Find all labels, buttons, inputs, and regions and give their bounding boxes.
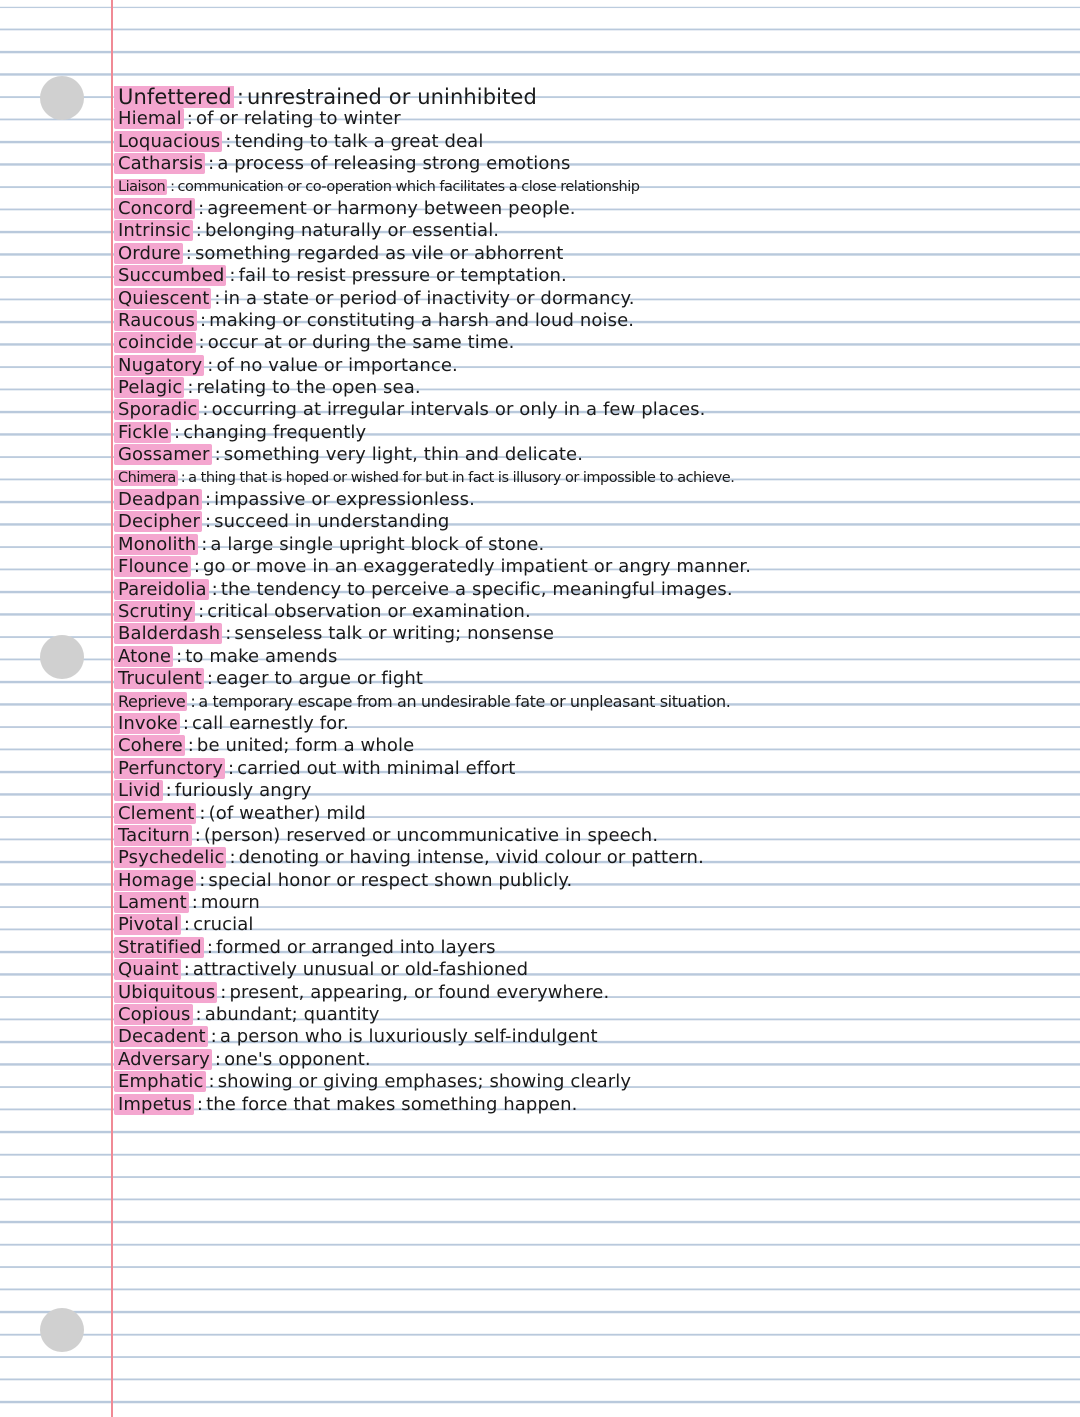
term-separator: :: [229, 847, 236, 869]
vocabulary-definition: of no value or importance.: [216, 354, 458, 376]
vocabulary-entry: [114, 176, 1078, 198]
vocabulary-term: Nugatory: [114, 355, 204, 376]
vocabulary-entry: [114, 220, 1078, 242]
vocabulary-definition: carried out with minimal effort: [237, 757, 516, 779]
vocabulary-definition: occur at or during the same time.: [207, 332, 515, 354]
vocabulary-entry: [114, 601, 1078, 623]
vocabulary-entry: [114, 108, 1078, 130]
vocabulary-term: coincide: [114, 332, 196, 353]
vocabulary-term: Reprieve: [114, 692, 187, 711]
vocabulary-entry: [114, 489, 1078, 511]
term-separator: :: [236, 86, 244, 109]
term-separator: :: [170, 178, 175, 195]
term-separator: :: [214, 1048, 222, 1070]
term-separator: :: [180, 469, 186, 486]
term-separator: :: [165, 780, 172, 802]
vocabulary-term: Atone: [114, 646, 173, 667]
vocabulary-definition: in a state or period of inactivity or dormancy.: [223, 287, 635, 309]
vocabulary-definition: a thing that is hoped or wished for but in fact is illusory or impossible to achieve.: [188, 469, 735, 486]
term-separator: :: [198, 600, 205, 622]
term-separator: :: [195, 220, 202, 242]
vocabulary-entry: [114, 1071, 1078, 1093]
vocabulary-definition: attractively unusual or old-fashioned: [192, 959, 529, 981]
term-separator: :: [229, 265, 236, 287]
term-separator: :: [186, 108, 193, 130]
vocabulary-definition: abundant; quantity: [204, 1004, 380, 1026]
vocabulary-definition: crucial: [193, 914, 254, 936]
vocabulary-definition: the tendency to perceive a specific, meaningful images.: [220, 578, 733, 600]
vocabulary-entry: [114, 422, 1078, 444]
term-separator: :: [194, 824, 201, 846]
term-separator: :: [193, 556, 201, 578]
vocabulary-entry: [114, 332, 1078, 354]
vocabulary-definition: be united; form a whole: [196, 735, 415, 757]
vocabulary-term: Pivotal: [114, 914, 181, 935]
term-separator: :: [207, 354, 214, 376]
vocabulary-entry: [114, 1049, 1078, 1071]
vocabulary-term: Sporadic: [114, 399, 199, 420]
vocabulary-definition: fail to resist pressure or temptation.: [238, 265, 567, 287]
vocabulary-definition: succeed in understanding: [214, 511, 450, 533]
vocabulary-entry: [114, 511, 1078, 533]
vocabulary-entry: [114, 153, 1078, 175]
term-separator: :: [174, 421, 181, 443]
vocabulary-definition: relating to the open sea.: [196, 377, 421, 399]
vocabulary-entry: [114, 847, 1078, 869]
vocabulary-definition: changing frequently: [183, 421, 367, 443]
vocabulary-entry: [114, 444, 1078, 466]
vocabulary-definition: furiously angry: [174, 780, 312, 802]
vocabulary-term: Balderdash: [114, 623, 222, 644]
vocabulary-entry: [114, 534, 1078, 556]
vocabulary-term: Perfunctory: [114, 758, 225, 779]
vocabulary-definition: present, appearing, or found everywhere.: [229, 981, 610, 1003]
vocabulary-entry: [114, 646, 1078, 668]
vocabulary-entry: [114, 243, 1078, 265]
vocabulary-definition: to make amends: [185, 645, 338, 667]
vocabulary-entry: [114, 713, 1078, 735]
vocabulary-term: Truculent: [114, 668, 204, 689]
vocabulary-definition: communication or co-operation which facilitates a close relationship: [177, 178, 640, 195]
vocabulary-entry: [114, 758, 1078, 780]
vocabulary-term: Lament: [114, 892, 189, 913]
term-separator: :: [191, 892, 198, 914]
term-separator: :: [206, 668, 214, 690]
term-separator: :: [211, 578, 218, 600]
vocabulary-term: Chimera: [114, 470, 178, 486]
vocabulary-entry: [114, 467, 1078, 489]
vocabulary-definition: belonging naturally or essential.: [204, 220, 500, 242]
term-separator: :: [182, 712, 190, 734]
term-separator: :: [214, 287, 221, 309]
vocabulary-term: Pareidolia: [114, 579, 209, 600]
vocabulary-entry: [114, 870, 1078, 892]
vocabulary-definition: the force that makes something happen.: [206, 1093, 578, 1115]
vocabulary-definition: occurring at irregular intervals or only in a few places.: [211, 399, 706, 421]
term-separator: :: [183, 914, 191, 936]
vocabulary-definition: of or relating to winter: [195, 108, 401, 130]
vocabulary-entry: [114, 265, 1078, 287]
vocabulary-definition: a person who is luxuriously self-indulgent: [219, 1026, 598, 1048]
vocabulary-definition: unrestrained or uninhibited: [247, 86, 537, 109]
term-separator: :: [204, 489, 212, 511]
vocabulary-entry: [114, 914, 1078, 936]
vocabulary-definition: agreement or harmony between people.: [207, 197, 576, 219]
vocabulary-definition: a process of releasing strong emotions: [217, 153, 571, 175]
vocabulary-definition: critical observation or examination.: [207, 600, 531, 622]
vocabulary-entry: [114, 825, 1078, 847]
margin-line: [111, 0, 113, 1417]
vocabulary-definition: something regarded as vile or abhorrent: [194, 242, 564, 264]
vocabulary-list: [114, 86, 1078, 1116]
vocabulary-term: Emphatic: [114, 1071, 206, 1092]
vocabulary-definition: senseless talk or writing; nonsense: [234, 623, 555, 645]
punch-hole-top: [40, 76, 84, 120]
vocabulary-definition: a large single upright block of stone.: [210, 533, 545, 555]
vocabulary-term: Fickle: [114, 422, 171, 443]
term-separator: :: [185, 242, 192, 264]
vocabulary-term: Concord: [114, 198, 195, 219]
vocabulary-entry: [114, 377, 1078, 399]
vocabulary-entry: [114, 892, 1078, 914]
vocabulary-entry: [114, 1004, 1078, 1026]
vocabulary-term: Hiemal: [114, 108, 184, 129]
term-separator: :: [210, 1026, 217, 1048]
vocabulary-term: Unfettered: [114, 86, 234, 108]
vocabulary-definition: making or constituting a harsh and loud noise.: [209, 309, 635, 331]
term-separator: :: [187, 377, 194, 399]
vocabulary-term: Adversary: [114, 1049, 212, 1070]
vocabulary-term: Invoke: [114, 713, 180, 734]
term-separator: :: [195, 1004, 202, 1026]
vocabulary-entry: [114, 668, 1078, 690]
vocabulary-definition: eager to argue or fight: [216, 668, 424, 690]
vocabulary-entry: [114, 780, 1078, 802]
vocabulary-term: Monolith: [114, 534, 198, 555]
vocabulary-term: Stratified: [114, 937, 204, 958]
vocabulary-term: Loquacious: [114, 131, 222, 152]
term-separator: :: [202, 399, 209, 421]
vocabulary-definition: go or move in an exaggeratedly impatient or angry manner.: [203, 556, 752, 578]
term-separator: :: [201, 533, 208, 555]
vocabulary-entry: [114, 131, 1078, 153]
vocabulary-term: Succumbed: [114, 265, 226, 286]
vocabulary-entry: [114, 198, 1078, 220]
vocabulary-term: Quiescent: [114, 288, 211, 309]
term-separator: :: [208, 153, 215, 175]
vocabulary-term: Livid: [114, 780, 163, 801]
vocabulary-definition: mourn: [200, 892, 260, 914]
vocabulary-term: Scrutiny: [114, 601, 195, 622]
vocabulary-entry: [114, 310, 1078, 332]
term-separator: :: [199, 802, 206, 824]
term-separator: :: [199, 869, 206, 891]
vocabulary-term: Impetus: [114, 1094, 194, 1115]
term-separator: :: [225, 623, 232, 645]
vocabulary-term: Clement: [114, 803, 196, 824]
vocabulary-term: Flounce: [114, 556, 191, 577]
vocabulary-entry: [114, 691, 1078, 713]
vocabulary-term: Raucous: [114, 310, 197, 331]
term-separator: :: [225, 130, 232, 152]
term-separator: :: [198, 332, 205, 354]
vocabulary-term: Psychedelic: [114, 847, 226, 868]
vocabulary-entry: [114, 1026, 1078, 1048]
vocabulary-term: Decipher: [114, 511, 202, 532]
vocabulary-entry: [114, 86, 1078, 108]
term-separator: :: [214, 444, 221, 466]
term-separator: :: [227, 757, 235, 779]
vocabulary-entry: [114, 1094, 1078, 1116]
vocabulary-term: Gossamer: [114, 444, 212, 465]
vocabulary-definition: denoting or having intense, vivid colour or pattern.: [238, 847, 704, 869]
vocabulary-term: Deadpan: [114, 489, 202, 510]
term-separator: :: [206, 936, 213, 958]
vocabulary-definition: call earnestly for.: [192, 712, 349, 734]
vocabulary-entry: [114, 579, 1078, 601]
vocabulary-term: Decadent: [114, 1026, 208, 1047]
vocabulary-term: Pelagic: [114, 377, 184, 398]
vocabulary-entry: [114, 399, 1078, 421]
term-separator: :: [187, 735, 194, 757]
term-separator: :: [204, 511, 212, 533]
vocabulary-entry: [114, 623, 1078, 645]
vocabulary-definition: impassive or expressionless.: [214, 489, 475, 511]
vocabulary-term: Intrinsic: [114, 220, 193, 241]
term-separator: :: [196, 1093, 204, 1115]
vocabulary-entry: [114, 937, 1078, 959]
vocabulary-definition: something very light, thin and delicate.: [223, 444, 584, 466]
vocabulary-definition: tending to talk a great deal: [234, 130, 484, 152]
vocabulary-definition: (person) reserved or uncommunicative in speech.: [203, 824, 659, 846]
vocabulary-definition: special honor or respect shown publicly.: [208, 869, 573, 891]
vocabulary-entry: [114, 556, 1078, 578]
vocabulary-term: Copious: [114, 1004, 193, 1025]
vocabulary-entry: [114, 982, 1078, 1004]
term-separator: :: [198, 197, 205, 219]
vocabulary-term: Liaison: [114, 179, 167, 195]
term-separator: :: [190, 691, 196, 711]
term-separator: :: [176, 645, 183, 667]
punch-hole-bottom: [40, 1308, 84, 1352]
vocabulary-definition: one's opponent.: [224, 1048, 371, 1070]
term-separator: :: [183, 959, 190, 981]
vocabulary-definition: a temporary escape from an undesirable fate or unpleasant situation.: [198, 691, 731, 711]
vocabulary-term: Homage: [114, 870, 196, 891]
punch-hole-middle: [40, 635, 84, 679]
vocabulary-term: Ordure: [114, 243, 183, 264]
term-separator: :: [199, 309, 207, 331]
vocabulary-definition: formed or arranged into layers: [215, 936, 496, 958]
vocabulary-entry: [114, 288, 1078, 310]
vocabulary-term: Quaint: [114, 959, 181, 980]
vocabulary-entry: [114, 803, 1078, 825]
vocabulary-definition: showing or giving emphases; showing clearly: [217, 1071, 632, 1093]
vocabulary-entry: [114, 959, 1078, 981]
vocabulary-term: Ubiquitous: [114, 982, 217, 1003]
vocabulary-entry: [114, 355, 1078, 377]
vocabulary-term: Catharsis: [114, 153, 205, 174]
vocabulary-term: Taciturn: [114, 825, 192, 846]
term-separator: :: [208, 1071, 215, 1093]
vocabulary-entry: [114, 735, 1078, 757]
term-separator: :: [220, 981, 227, 1003]
vocabulary-definition: (of weather) mild: [208, 802, 366, 824]
vocabulary-term: Cohere: [114, 735, 185, 756]
